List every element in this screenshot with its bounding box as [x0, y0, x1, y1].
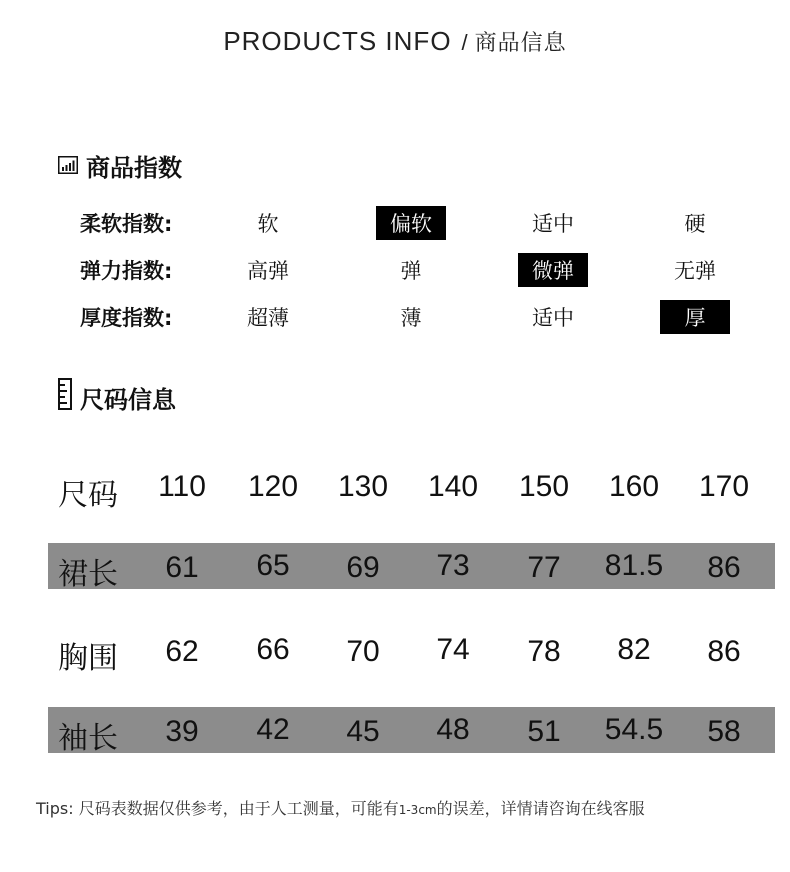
- table-cell: 42: [256, 713, 290, 746]
- table-row-label: 袖长: [58, 721, 118, 756]
- table-cell: 58: [707, 715, 741, 748]
- table-cell: 82: [617, 633, 651, 666]
- table-cell: 54.5: [604, 713, 664, 746]
- table-cell: 70: [346, 635, 380, 668]
- table-cell: 39: [165, 715, 199, 748]
- table-cell: 45: [346, 715, 380, 748]
- header-separator: /: [461, 30, 469, 55]
- index-option: 高弹: [247, 259, 289, 283]
- index-option: 硬: [684, 212, 706, 236]
- table-cell: 74: [436, 633, 470, 666]
- index-option: 适中: [532, 306, 574, 330]
- table-cell: 86: [707, 551, 741, 584]
- table-row-label: 裙长: [58, 557, 118, 592]
- table-cell: 78: [527, 635, 561, 668]
- tips-prefix: Tips:: [36, 799, 74, 818]
- table-cell: 48: [436, 713, 470, 746]
- table-cell: 62: [165, 635, 199, 668]
- size-header-cell: 110: [158, 470, 206, 503]
- table-cell: 51: [527, 715, 561, 748]
- table-cell: 86: [707, 635, 741, 668]
- index-row-label: 弹力指数:: [80, 259, 173, 283]
- index-option: 软: [257, 212, 279, 236]
- size-header-cell: 130: [337, 470, 389, 503]
- table-cell: 65: [256, 549, 290, 582]
- ruler-icon: [58, 378, 72, 416]
- size-header-cell: 160: [608, 470, 660, 503]
- tips-text-a: 尺码表数据仅供参考，由于人工测量，可能有: [78, 799, 399, 818]
- size-title-text: 尺码信息: [80, 385, 176, 414]
- size-header-cell: 150: [518, 470, 570, 503]
- table-cell: 66: [256, 633, 290, 666]
- index-row-label: 柔软指数:: [80, 212, 173, 236]
- index-option-selected: 厚: [660, 300, 730, 334]
- index-row-label: 厚度指数:: [80, 306, 173, 330]
- tips-text-b: 的误差，详情请咨询在线客服: [436, 799, 645, 818]
- size-header-label: 尺码: [58, 478, 118, 513]
- table-cell: 73: [436, 549, 470, 582]
- index-option: 适中: [532, 212, 574, 236]
- size-header-cell: 140: [427, 470, 479, 503]
- index-option-selected: 偏软: [376, 206, 446, 240]
- tips-note: [36, 796, 645, 819]
- index-option-selected: 微弹: [518, 253, 588, 287]
- size-header-cell: 120: [247, 470, 299, 503]
- signal-bars-icon: [58, 152, 78, 180]
- table-cell: 69: [346, 551, 380, 584]
- table-cell: 77: [527, 551, 561, 584]
- size-section-title: [58, 378, 176, 416]
- size-header-cell: 170: [698, 470, 750, 503]
- index-option: 超薄: [247, 306, 289, 330]
- index-section-title: [58, 148, 182, 183]
- index-option: 弹: [400, 259, 422, 283]
- table-cell: 61: [165, 551, 199, 584]
- table-row-label: 胸围: [58, 641, 118, 676]
- index-title-text: 商品指数: [86, 154, 182, 182]
- index-option: 薄: [400, 306, 422, 330]
- table-cell: 81.5: [604, 549, 664, 582]
- header-cn: 商品信息: [474, 30, 567, 55]
- index-option: 无弹: [674, 259, 716, 283]
- tips-range: 1-3cm: [398, 803, 437, 817]
- header-en: PRODUCTS INFO: [223, 26, 452, 56]
- page-header: [0, 26, 790, 57]
